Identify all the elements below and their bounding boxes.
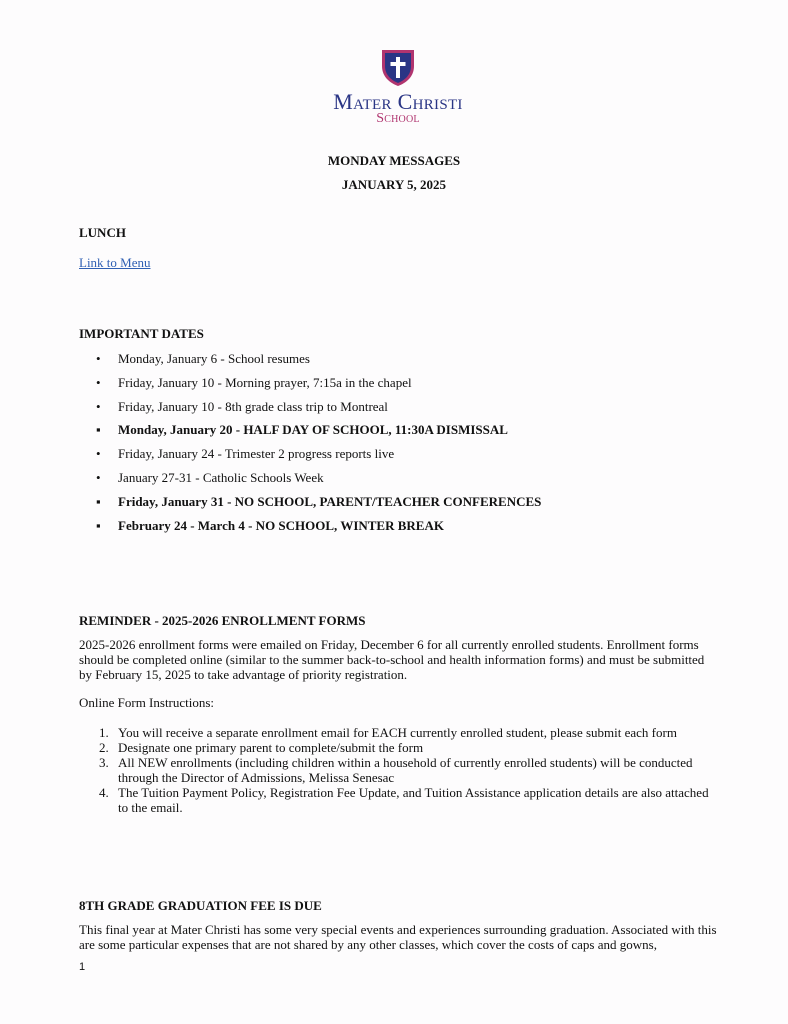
bullet-icon: • bbox=[96, 351, 101, 366]
important-date-item bbox=[96, 470, 541, 494]
enrollment-heading: REMINDER - 2025-2026 ENROLLMENT FORMS bbox=[79, 613, 366, 628]
step-number: 1. bbox=[99, 725, 109, 740]
bullet-icon: ▪ bbox=[96, 422, 101, 438]
important-date-item bbox=[96, 518, 541, 542]
important-date-text: Monday, January 20 - HALF DAY OF SCHOOL, 11:30A DISMISSAL bbox=[118, 422, 508, 438]
logo-school: School bbox=[376, 111, 420, 126]
important-date-item bbox=[96, 375, 541, 399]
important-dates-heading: IMPORTANT DATES bbox=[79, 326, 204, 341]
important-date-text: Friday, January 31 - NO SCHOOL, PARENT/TEACHER CONFERENCES bbox=[118, 493, 542, 509]
important-date-text: Friday, January 24 - Trimester 2 progress reports live bbox=[118, 446, 395, 462]
lunch-heading: LUNCH bbox=[79, 225, 126, 240]
shield-cross-icon bbox=[380, 48, 416, 88]
important-date-text: Monday, January 6 - School resumes bbox=[118, 351, 310, 366]
important-date-item bbox=[96, 494, 541, 518]
step-number: 3. bbox=[99, 755, 109, 770]
step-text: Designate one primary parent to complete/submit the form bbox=[118, 740, 424, 755]
page-title: MONDAY MESSAGES bbox=[327, 153, 461, 168]
step-number: 2. bbox=[99, 740, 109, 755]
step-text: All NEW enrollments (including children within a household of currently enrolled students) will be conducted through the Director of Admissions, Melissa Senesac bbox=[118, 755, 693, 785]
step-number: 4. bbox=[99, 785, 109, 800]
page-date: JANUARY 5, 2025 bbox=[341, 177, 447, 192]
enrollment-paragraph: 2025-2026 enrollment forms were emailed on Friday, December 6 for all currently enrolled students. Enrollment forms should be completed online (similar to the summer back-to-school and health information forms) and must be submitted by February 15, 2025 to take advantage of priority registration. bbox=[79, 637, 705, 682]
instruction-step bbox=[96, 740, 716, 755]
step-text: You will receive a separate enrollment email for EACH currently enrolled student, please submit each form bbox=[118, 725, 677, 740]
school-logo bbox=[316, 48, 480, 126]
page-number: 1 bbox=[79, 961, 86, 973]
important-date-item bbox=[96, 446, 541, 470]
bullet-icon: • bbox=[96, 469, 101, 485]
step-text: The Tuition Payment Policy, Registration Fee Update, and Tuition Assistance application details are also attached to the email. bbox=[118, 785, 709, 815]
important-date-item bbox=[96, 422, 541, 446]
bullet-icon: • bbox=[96, 446, 101, 462]
important-date-text: Friday, January 10 - 8th grade class trip to Montreal bbox=[118, 398, 388, 414]
graduation-heading: 8TH GRADE GRADUATION FEE IS DUE bbox=[79, 898, 322, 913]
important-date-text: February 24 - March 4 - NO SCHOOL, WINTER BREAK bbox=[118, 517, 444, 533]
graduation-paragraph: This final year at Mater Christi has some very special events and experiences surrounding graduation. Associated with this are some particular expenses that are not shared by any other classes, which cover the costs of caps and gowns, bbox=[79, 922, 717, 952]
instructions-list bbox=[96, 725, 716, 815]
instruction-step bbox=[96, 785, 716, 815]
important-dates-list bbox=[96, 351, 541, 541]
logo-name-second: Christi bbox=[397, 89, 463, 114]
bullet-icon: ▪ bbox=[96, 517, 101, 533]
important-date-item bbox=[96, 399, 541, 423]
menu-link[interactable]: Link to Menu bbox=[79, 255, 151, 270]
instruction-step bbox=[96, 755, 716, 785]
important-date-item bbox=[96, 351, 541, 375]
bullet-icon: ▪ bbox=[96, 493, 101, 509]
bullet-icon: • bbox=[96, 374, 101, 390]
important-date-text: January 27-31 - Catholic Schools Week bbox=[118, 469, 324, 485]
instruction-step bbox=[96, 725, 716, 740]
instructions-label: Online Form Instructions: bbox=[79, 695, 215, 710]
bullet-icon: • bbox=[96, 398, 101, 414]
logo-name-first: Mater bbox=[333, 89, 392, 114]
important-date-text: Friday, January 10 - Morning prayer, 7:15a in the chapel bbox=[118, 374, 412, 390]
